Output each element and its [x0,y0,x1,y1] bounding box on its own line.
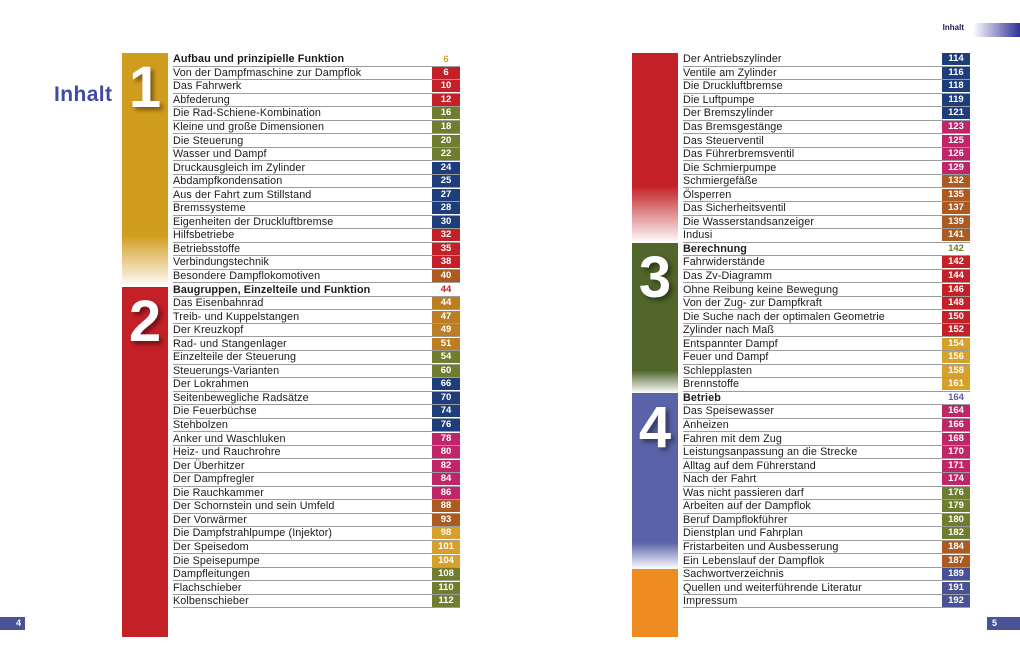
toc-entry-label: Stehbolzen [173,419,229,432]
toc-page-number-badge: 129 [942,162,970,174]
toc-entry-row [173,595,460,609]
toc-entry-row [173,487,460,501]
toc-entry-label: Indusi [683,229,713,242]
toc-entry-label: Steuerungs-Varianten [173,364,280,377]
toc-entry-row [683,53,970,67]
chapter-1-number: 1 [128,55,162,120]
toc-entry-row [683,121,970,135]
toc-entry-row [683,67,970,81]
toc-entry-row [173,554,460,568]
toc-entry-row [683,432,970,446]
toc-entry-row [173,270,460,284]
toc-page-number-badge: 38 [432,256,460,268]
toc-entry-row [173,365,460,379]
toc-entry-row [173,216,460,230]
toc-entry-label: Die Steuerung [173,134,244,147]
toc-page-number-badge: 28 [432,202,460,214]
toc-entry-label: Aus der Fahrt zum Stillstand [173,188,312,201]
toc-page-number-badge: 76 [432,419,460,431]
toc-entry-label: Das Steuerventil [683,134,764,147]
toc-entry-label: Sachwortverzeichnis [683,568,784,581]
toc-page-number-badge: 84 [432,473,460,485]
toc-entry-label: Alltag auf dem Führerstand [683,459,816,472]
toc-entry-label: Der Bremszylinder [683,107,774,120]
toc-entry-row [173,541,460,555]
toc-page-number-badge: 74 [432,405,460,417]
toc-page-number-badge: 70 [432,392,460,404]
toc-entry-label: Von der Dampfmaschine zur Dampflok [173,66,362,79]
toc-page-number-badge: 123 [942,121,970,133]
chapter-2-strip [122,287,168,637]
toc-entry-row [173,324,460,338]
toc-entry-row [683,216,970,230]
toc-entry-label: Wasser und Dampf [173,148,267,161]
chapter-3-number: 3 [638,245,672,310]
toc-entry-label: Besondere Dampflokomotiven [173,270,321,283]
toc-entry-row [683,365,970,379]
toc-page-number-badge: 18 [432,121,460,133]
toc-entry-label: Einzelteile der Steuerung [173,351,297,364]
toc-page-number-badge: 180 [942,514,970,526]
toc-entry-row [683,351,970,365]
toc-page-number-badge: 171 [942,460,970,472]
toc-entry-label: Der Dampfregler [173,473,255,486]
toc-page-number-badge: 101 [432,541,460,553]
toc-page-number-badge: 104 [432,555,460,567]
toc-entry-label: Baugruppen, Einzelteile und Funktion [173,283,371,296]
toc-page-number-badge: 40 [432,270,460,282]
toc-entry-label: Arbeiten auf der Dampflok [683,500,811,513]
toc-entry-label: Flachschieber [173,581,242,594]
toc-entry-label: Dienstplan und Fahrplan [683,527,803,540]
toc-section-header-row [683,392,970,406]
toc-entry-label: Das Führerbremsventil [683,148,795,161]
toc-page-number-badge: 158 [942,365,970,377]
toc-entry-row [683,446,970,460]
toc-page-number-badge: 22 [432,148,460,160]
toc-entry-label: Die Speisepumpe [173,554,260,567]
toc-entry-label: Bremssysteme [173,202,246,215]
toc-entry-row [173,446,460,460]
toc-page-number-badge: 144 [942,270,970,282]
toc-entry-label: Entspannter Dampf [683,337,778,350]
toc-entry-row [173,202,460,216]
toc-entry-row [683,487,970,501]
chapter-4-strip [632,393,678,569]
toc-entry-row [683,554,970,568]
toc-entry-label: Druckausgleich im Zylinder [173,161,306,174]
toc-entry-row [683,188,970,202]
toc-entry-label: Von der Zug- zur Dampfkraft [683,297,822,310]
toc-page-number-badge: 86 [432,487,460,499]
toc-entry-label: Der Antriebszylinder [683,53,782,66]
toc-entry-row [683,514,970,528]
toc-page-number-badge: 51 [432,338,460,350]
toc-entry-label: Berechnung [683,242,747,255]
toc-entry-label: Feuer und Dampf [683,351,769,364]
toc-entry-row [683,405,970,419]
toc-section-header-row [173,283,460,297]
toc-page-number-badge: 16 [432,107,460,119]
toc-entry-label: Das Eisenbahnrad [173,297,264,310]
toc-page-number-badge: 25 [432,175,460,187]
toc-entry-label: Zylinder nach Maß [683,324,775,337]
toc-page-number-badge: 47 [432,311,460,323]
toc-entry-row [173,175,460,189]
toc-page-number-badge: 118 [942,80,970,92]
toc-page-number-badge: 182 [942,527,970,539]
toc-entry-row [683,419,970,433]
toc-entry-label: Eigenheiten der Druckluftbremse [173,215,334,228]
toc-page-number-badge: 78 [432,433,460,445]
toc-entry-label: Heiz- und Rauchrohre [173,446,281,459]
toc-column-left [173,53,460,608]
toc-entry-row [173,67,460,81]
chapter-1-strip [122,53,168,287]
running-head-title: Inhalt [942,23,964,32]
toc-section-page-number: 44 [440,284,452,296]
chapter-2-number: 2 [128,289,162,354]
toc-page-number-badge: 142 [942,256,970,268]
toc-entry-label: Fahren mit dem Zug [683,432,783,445]
toc-page-number-badge: 154 [942,338,970,350]
toc-entry-label: Das Fahrwerk [173,80,242,93]
toc-entry-label: Der Lokrahmen [173,378,249,391]
toc-page-number-badge: 32 [432,229,460,241]
toc-entry-label: Betrieb [683,391,721,404]
toc-entry-label: Impressum [683,595,738,608]
toc-entry-label: Die Rad-Schiene-Kombination [173,107,321,120]
toc-page-number-badge: 116 [942,67,970,79]
toc-entry-row [173,473,460,487]
toc-entry-row [173,107,460,121]
toc-entry-row [683,161,970,175]
toc-entry-row [683,378,970,392]
toc-page-number-badge: 114 [942,53,970,65]
toc-entry-label: Abdampfkondensation [173,175,283,188]
toc-entry-label: Der Kreuzkopf [173,324,244,337]
toc-page-number-badge: 135 [942,189,970,201]
toc-entry-label: Beruf Dampflokführer [683,513,788,526]
toc-page-number-badge: 174 [942,473,970,485]
toc-entry-row [683,107,970,121]
toc-entry-label: Das Sicherheitsventil [683,202,786,215]
toc-section-page-number: 6 [443,53,449,65]
folio-page-number-right: 5 [987,617,1020,630]
toc-entry-label: Quellen und weiterführende Literatur [683,581,862,594]
toc-entry-row [683,283,970,297]
toc-column-right [683,53,970,608]
toc-entry-row [173,351,460,365]
toc-entry-label: Das Zv-Diagramm [683,270,773,283]
toc-section-header-row [173,53,460,67]
toc-entry-row [683,310,970,324]
toc-page-number-badge: 192 [942,595,970,607]
toc-entry-row [173,229,460,243]
toc-entry-row [173,94,460,108]
toc-entry-row [683,337,970,351]
toc-entry-label: Dampfleitungen [173,568,251,581]
toc-entry-label: Kleine und große Dimensionen [173,121,325,133]
folio-page-number-left: 4 [0,617,25,630]
toc-entry-label: Ohne Reibung keine Bewegung [683,283,839,296]
toc-entry-row [173,378,460,392]
toc-section-page-number: 142 [948,243,964,255]
toc-entry-row [173,121,460,135]
toc-entry-label: Der Überhitzer [173,459,245,472]
toc-entry-row [173,297,460,311]
toc-entry-label: Der Vorwärmer [173,513,247,526]
toc-page-number-badge: 191 [942,582,970,594]
toc-entry-row [683,94,970,108]
toc-section-page-number: 164 [948,392,964,404]
toc-entry-label: Der Schornstein und sein Umfeld [173,500,335,513]
toc-entry-label: Schmiergefäße [683,175,758,188]
toc-entry-row [173,500,460,514]
toc-entry-row [683,256,970,270]
toc-entry-label: Was nicht passieren darf [683,486,804,499]
toc-entry-label: Die Schmierpumpe [683,161,777,174]
toc-entry-label: Brennstoffe [683,378,740,391]
toc-entry-row [683,80,970,94]
toc-page-number-badge: 98 [432,527,460,539]
toc-page-number-badge: 146 [942,284,970,296]
toc-entry-row [683,148,970,162]
toc-page-number-badge: 184 [942,541,970,553]
toc-entry-label: Betriebsstoffe [173,242,241,255]
toc-entry-row [173,568,460,582]
toc-entry-label: Die Dampfstrahlpumpe (Injektor) [173,527,333,540]
page-title: Inhalt [54,83,113,106]
toc-entry-row [173,432,460,446]
toc-page-number-badge: 161 [942,378,970,390]
toc-page-number-badge: 24 [432,162,460,174]
toc-entry-row [173,419,460,433]
toc-page-number-badge: 80 [432,446,460,458]
toc-entry-row [683,175,970,189]
toc-entry-label: Seitenbewegliche Radsätze [173,391,309,404]
toc-entry-label: Das Bremsgestänge [683,121,783,133]
toc-entry-row [683,500,970,514]
toc-entry-row [683,459,970,473]
toc-entry-label: Treib- und Kuppelstangen [173,310,300,323]
toc-page-number-badge: 6 [432,67,460,79]
toc-page-number-badge: 148 [942,297,970,309]
toc-entry-label: Anker und Waschluken [173,432,286,445]
toc-entry-row [683,270,970,284]
toc-entry-row [173,188,460,202]
toc-entry-label: Der Speisedom [173,540,249,553]
toc-entry-row [173,527,460,541]
toc-page-number-badge: 176 [942,487,970,499]
toc-entry-label: Abfederung [173,93,230,106]
toc-page-number-badge: 88 [432,500,460,512]
toc-page-number-badge: 152 [942,324,970,336]
toc-page-number-badge: 60 [432,365,460,377]
toc-entry-row [173,337,460,351]
toc-page-number-badge: 93 [432,514,460,526]
toc-entry-row [173,310,460,324]
toc-page-number-badge: 150 [942,311,970,323]
toc-page-number-badge: 139 [942,216,970,228]
toc-entry-label: Fahrwiderstände [683,256,765,269]
toc-page-number-badge: 110 [432,582,460,594]
toc-entry-row [683,297,970,311]
toc-entry-label: Aufbau und prinzipielle Funktion [173,53,345,66]
toc-entry-label: Nach der Fahrt [683,473,757,486]
toc-page-number-badge: 12 [432,94,460,106]
toc-entry-label: Ein Lebenslauf der Dampflok [683,554,825,567]
toc-entry-label: Die Feuerbüchse [173,405,257,418]
toc-page-number-badge: 121 [942,107,970,119]
toc-entry-label: Die Rauchkammer [173,486,264,499]
toc-entry-label: Rad- und Stangenlager [173,337,287,350]
toc-entry-row [173,256,460,270]
toc-entry-row [683,324,970,338]
toc-page-number-badge: 179 [942,500,970,512]
toc-page-number-badge: 132 [942,175,970,187]
toc-page-number-badge: 141 [942,229,970,241]
toc-entry-label: Die Luftpumpe [683,93,755,106]
toc-entry-row [173,148,460,162]
toc-page-number-badge: 54 [432,351,460,363]
toc-entry-label: Ventile am Zylinder [683,66,777,79]
toc-entry-label: Ölsperren [683,188,732,201]
toc-entry-row [173,134,460,148]
toc-page-number-badge: 35 [432,243,460,255]
toc-section-header-row [683,243,970,257]
toc-page-number-badge: 82 [432,460,460,472]
toc-page-number-badge: 20 [432,135,460,147]
toc-page-number-badge: 164 [942,405,970,417]
toc-entry-row [173,161,460,175]
toc-page-number-badge: 44 [432,297,460,309]
toc-entry-row [683,229,970,243]
toc-entry-label: Leistungsanpassung an die Strecke [683,446,858,459]
toc-entry-row [683,568,970,582]
toc-page-number-badge: 108 [432,568,460,580]
toc-entry-row [683,473,970,487]
toc-page-number-badge: 10 [432,80,460,92]
toc-entry-row [683,202,970,216]
toc-page-number-badge: 49 [432,324,460,336]
toc-entry-row [173,459,460,473]
toc-page-number-badge: 126 [942,148,970,160]
toc-entry-label: Das Speisewasser [683,405,775,418]
toc-page-number-badge: 119 [942,94,970,106]
toc-page-number-badge: 166 [942,419,970,431]
toc-entry-label: Die Suche nach der optimalen Geometrie [683,310,885,323]
toc-entry-row [683,581,970,595]
toc-entry-label: Hilfsbetriebe [173,229,235,242]
toc-entry-row [173,581,460,595]
toc-page-number-badge: 189 [942,568,970,580]
toc-page-number-badge: 27 [432,189,460,201]
toc-page-number-badge: 66 [432,378,460,390]
toc-page-number-badge: 170 [942,446,970,458]
toc-page-number-badge: 137 [942,202,970,214]
toc-entry-row [683,595,970,609]
toc-entry-label: Schlepplasten [683,364,753,377]
toc-entry-row [683,527,970,541]
appendix-strip [632,569,678,637]
chapter-3-strip [632,243,678,393]
toc-page-number-badge: 30 [432,216,460,228]
toc-entry-label: Anheizen [683,419,729,432]
running-head-gradient-bar [973,23,1020,37]
toc-page-number-badge: 112 [432,595,460,607]
toc-page-number-badge: 125 [942,135,970,147]
toc-entry-row [173,392,460,406]
toc-page-number-badge: 187 [942,555,970,567]
toc-entry-label: Fristarbeiten und Ausbesserung [683,540,839,553]
toc-entry-row [683,134,970,148]
toc-page-number-badge: 168 [942,433,970,445]
toc-entry-label: Kolbenschieber [173,595,249,608]
toc-page-number-badge: 156 [942,351,970,363]
toc-entry-label: Verbindungstechnik [173,256,270,269]
toc-entry-row [173,243,460,257]
toc-entry-label: Die Wasserstandsanzeiger [683,215,815,228]
toc-entry-row [173,514,460,528]
toc-entry-row [173,405,460,419]
chapter-2-strip-continued [632,53,678,243]
chapter-4-number: 4 [638,395,672,460]
toc-entry-row [173,80,460,94]
toc-entry-label: Die Druckluftbremse [683,80,783,93]
toc-entry-row [683,541,970,555]
